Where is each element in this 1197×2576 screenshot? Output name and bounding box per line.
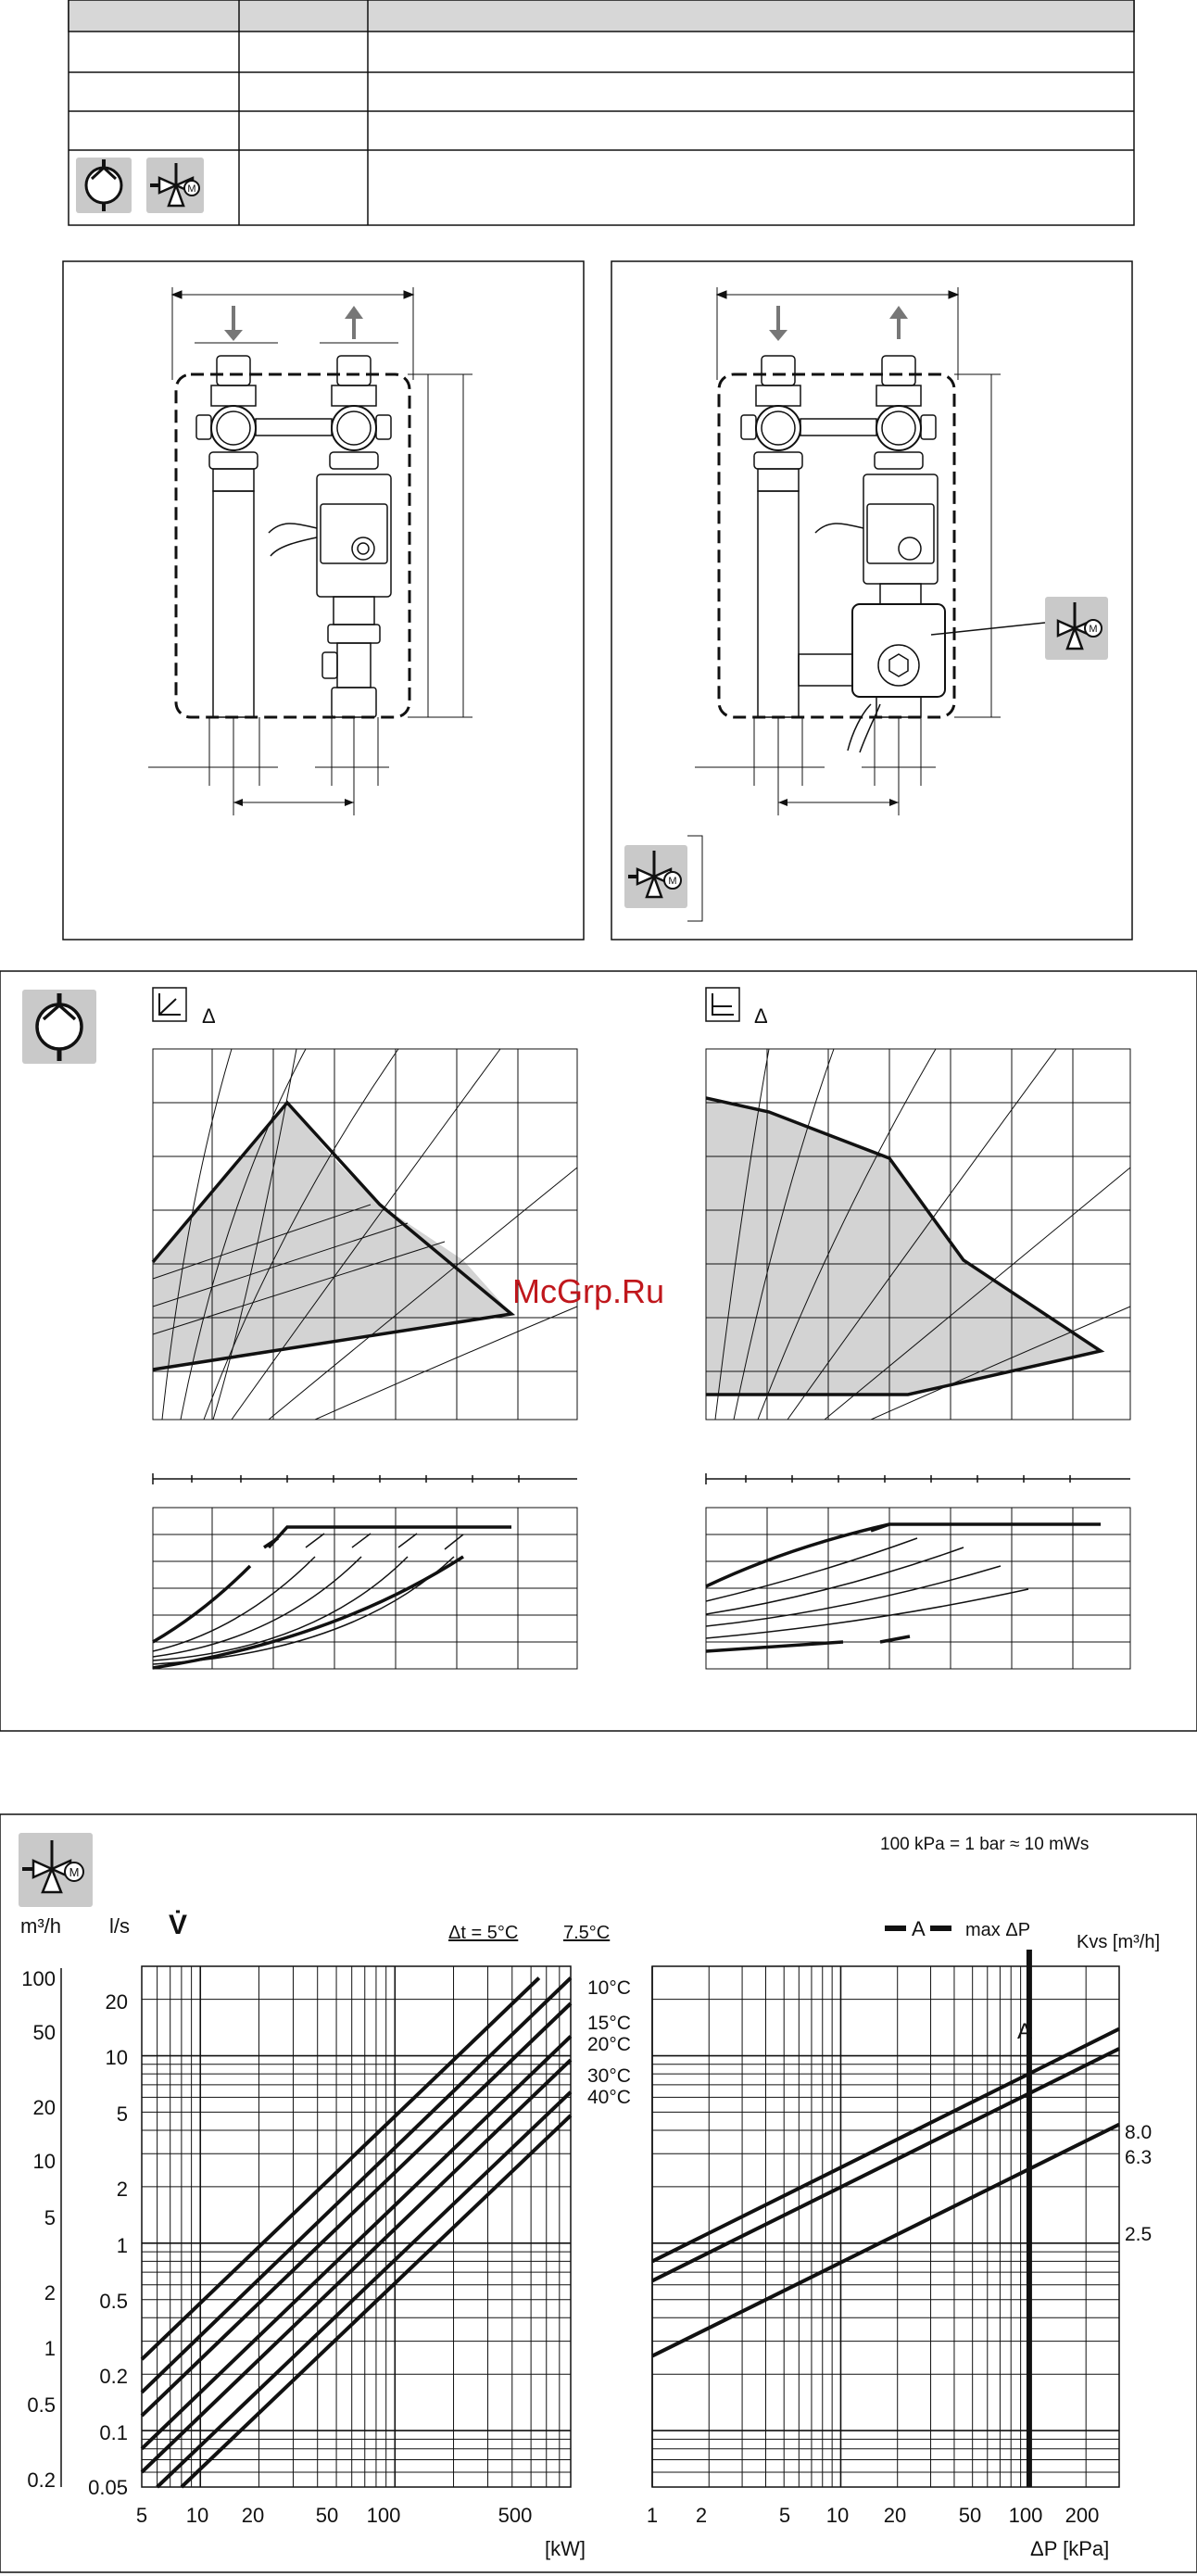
- flow-chart-series: [142, 1978, 571, 2487]
- svg-text:1: 1: [116, 2234, 128, 2257]
- flow-series-line-1: [142, 1978, 571, 2393]
- svg-text:5: 5: [135, 2504, 148, 2527]
- kvs-unit-label: Kvs [m³/h]: [1077, 1932, 1161, 1952]
- m3h-axis: [21, 1967, 56, 2492]
- flow-series-line-0: [142, 1978, 539, 2360]
- svg-text:M: M: [187, 183, 196, 195]
- svg-text:5: 5: [44, 2206, 56, 2229]
- flow-series-line-2: [142, 2003, 571, 2416]
- delta-t-7-5-label: 7.5°C: [563, 1923, 611, 1943]
- svg-text:10°C: 10°C: [587, 1977, 631, 1999]
- flow-series-line-4: [142, 2060, 571, 2472]
- svg-text:10: 10: [825, 2504, 850, 2527]
- temperature-labels: [587, 1977, 631, 2108]
- legend-a: [885, 1917, 1030, 1940]
- delta-symbol-b: Δ: [754, 1004, 768, 1028]
- flow-series-line-5: [158, 2092, 571, 2487]
- svg-text:1: 1: [646, 2504, 659, 2527]
- svg-text:10: 10: [185, 2504, 209, 2527]
- svg-text:100: 100: [21, 1967, 56, 1990]
- unit-m3h-label: m³/h: [20, 1914, 61, 1938]
- svg-text:500: 500: [498, 2504, 533, 2527]
- unit-ls-label: l/s: [109, 1914, 130, 1938]
- svg-text:20: 20: [105, 1990, 128, 2014]
- svg-text:100: 100: [366, 2504, 401, 2527]
- kvs-chart-series: [652, 1950, 1119, 2487]
- svg-text:M: M: [1089, 624, 1098, 635]
- svg-text:0.2: 0.2: [27, 2469, 56, 2492]
- delta-symbol-a: Δ: [202, 1004, 216, 1028]
- kvs-value-labels: [1125, 2122, 1152, 2245]
- pressure-conversion-note: 100 kPa = 1 bar ≈ 10 mWs: [880, 1835, 1090, 1854]
- svg-text:10: 10: [105, 2046, 128, 2069]
- svg-text:1: 1: [44, 2337, 56, 2360]
- svg-text:20°C: 20°C: [587, 2034, 631, 2055]
- svg-text:100: 100: [1008, 2504, 1043, 2527]
- svg-text:0.1: 0.1: [99, 2421, 128, 2444]
- kvs-series-line-0: [652, 2029, 1119, 2262]
- svg-text:2.5: 2.5: [1125, 2224, 1153, 2245]
- watermark: McGrp.Ru: [512, 1272, 665, 1310]
- svg-text:50: 50: [315, 2504, 339, 2527]
- svg-text:2: 2: [116, 2178, 128, 2201]
- svg-text:40°C: 40°C: [587, 2087, 631, 2108]
- svg-text:M: M: [69, 1865, 80, 1879]
- dp-unit-label: ΔP [kPa]: [1030, 2537, 1110, 2560]
- kw-axis: [136, 2504, 532, 2527]
- svg-text:10: 10: [32, 2150, 56, 2173]
- svg-text:15°C: 15°C: [587, 2013, 631, 2034]
- svg-text:200: 200: [1065, 2504, 1100, 2527]
- ls-axis: [88, 1990, 128, 2499]
- svg-text:0.05: 0.05: [88, 2476, 128, 2499]
- svg-text:5: 5: [778, 2504, 791, 2527]
- svg-text:0.2: 0.2: [99, 2365, 128, 2388]
- svg-text:50: 50: [958, 2504, 982, 2527]
- svg-text:20: 20: [883, 2504, 907, 2527]
- svg-text:30°C: 30°C: [587, 2065, 631, 2087]
- svg-text:20: 20: [32, 2096, 56, 2119]
- svg-text:2: 2: [44, 2281, 56, 2305]
- kvs-series-line-1: [652, 2049, 1119, 2280]
- svg-text:0.5: 0.5: [27, 2393, 56, 2417]
- svg-text:20: 20: [241, 2504, 265, 2527]
- svg-text:8.0: 8.0: [1125, 2122, 1153, 2143]
- svg-text:A: A: [912, 1917, 926, 1940]
- delta-t-5-label: Δt = 5°C: [448, 1923, 519, 1943]
- kw-unit-label: [kW]: [545, 2537, 586, 2560]
- max-dp-line-label: A: [1017, 2019, 1033, 2044]
- svg-text:5: 5: [116, 2102, 128, 2126]
- svg-text:50: 50: [32, 2021, 56, 2044]
- svg-text:0.5: 0.5: [99, 2290, 128, 2313]
- kvs-series-line-2: [652, 2125, 1119, 2356]
- svg-text:max ΔP: max ΔP: [965, 1920, 1031, 1940]
- dp-axis: [647, 2504, 1099, 2527]
- svg-text:2: 2: [695, 2504, 708, 2527]
- mixing-valve-motor-icon: [19, 1833, 93, 1907]
- svg-text:6.3: 6.3: [1125, 2147, 1153, 2168]
- flow-symbol: V̇: [169, 1910, 188, 1940]
- svg-text:M: M: [668, 876, 677, 887]
